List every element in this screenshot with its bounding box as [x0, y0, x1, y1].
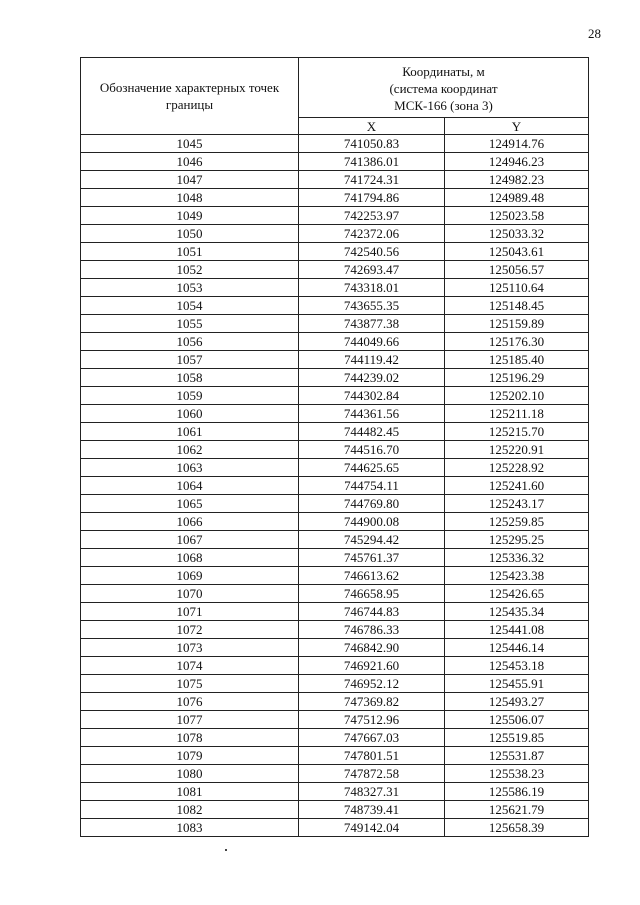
y-coordinate-cell: 125295.25 — [445, 531, 589, 549]
coordinates-header-line1: Координаты, м — [402, 64, 485, 79]
point-id-cell: 1052 — [81, 261, 299, 279]
point-id-cell: 1063 — [81, 459, 299, 477]
x-coordinate-cell: 748739.41 — [299, 801, 445, 819]
x-coordinate-cell: 741794.86 — [299, 189, 445, 207]
x-coordinate-cell: 742693.47 — [299, 261, 445, 279]
point-id-cell: 1080 — [81, 765, 299, 783]
point-id-cell: 1068 — [81, 549, 299, 567]
x-coordinate-cell: 742540.56 — [299, 243, 445, 261]
point-id-cell: 1077 — [81, 711, 299, 729]
y-coordinate-cell: 125043.61 — [445, 243, 589, 261]
y-column-header: Y — [445, 118, 589, 135]
x-coordinate-cell: 744625.65 — [299, 459, 445, 477]
point-id-cell: 1074 — [81, 657, 299, 675]
point-id-cell: 1069 — [81, 567, 299, 585]
x-coordinate-cell: 746658.95 — [299, 585, 445, 603]
x-coordinate-cell: 747801.51 — [299, 747, 445, 765]
y-coordinate-cell: 125176.30 — [445, 333, 589, 351]
table-row — [81, 171, 589, 189]
y-coordinate-cell: 125243.17 — [445, 495, 589, 513]
table-row — [81, 567, 589, 585]
point-id-cell: 1067 — [81, 531, 299, 549]
x-coordinate-cell: 744769.80 — [299, 495, 445, 513]
table-row — [81, 153, 589, 171]
table-row — [81, 423, 589, 441]
x-coordinate-cell: 744049.66 — [299, 333, 445, 351]
x-coordinate-cell: 746613.62 — [299, 567, 445, 585]
table-row — [81, 459, 589, 477]
y-coordinate-cell: 125023.58 — [445, 207, 589, 225]
table-row — [81, 603, 589, 621]
y-coordinate-cell: 125033.32 — [445, 225, 589, 243]
table-row — [81, 405, 589, 423]
point-id-cell: 1046 — [81, 153, 299, 171]
point-id-cell: 1053 — [81, 279, 299, 297]
y-coordinate-cell: 125441.08 — [445, 621, 589, 639]
y-coordinate-cell: 125148.45 — [445, 297, 589, 315]
table-row — [81, 693, 589, 711]
table-row — [81, 747, 589, 765]
table-body — [81, 135, 589, 837]
table-row — [81, 585, 589, 603]
point-id-cell: 1055 — [81, 315, 299, 333]
x-coordinate-cell: 744239.02 — [299, 369, 445, 387]
point-id-cell: 1061 — [81, 423, 299, 441]
y-coordinate-cell: 125538.23 — [445, 765, 589, 783]
table-row — [81, 477, 589, 495]
point-id-cell: 1076 — [81, 693, 299, 711]
point-id-cell: 1056 — [81, 333, 299, 351]
point-id-cell: 1070 — [81, 585, 299, 603]
y-coordinate-cell: 125220.91 — [445, 441, 589, 459]
table-row — [81, 657, 589, 675]
x-coordinate-cell: 741724.31 — [299, 171, 445, 189]
y-coordinate-cell: 124982.23 — [445, 171, 589, 189]
point-id-cell: 1079 — [81, 747, 299, 765]
point-id-cell: 1049 — [81, 207, 299, 225]
stray-mark — [225, 849, 227, 851]
y-coordinate-cell: 125621.79 — [445, 801, 589, 819]
x-coordinate-cell: 741386.01 — [299, 153, 445, 171]
table-row — [81, 351, 589, 369]
x-coordinate-cell: 745761.37 — [299, 549, 445, 567]
point-id-cell: 1082 — [81, 801, 299, 819]
y-coordinate-cell: 124914.76 — [445, 135, 589, 153]
point-id-cell: 1065 — [81, 495, 299, 513]
x-coordinate-cell: 747369.82 — [299, 693, 445, 711]
table-row — [81, 801, 589, 819]
y-coordinate-cell: 125455.91 — [445, 675, 589, 693]
y-coordinate-cell: 124989.48 — [445, 189, 589, 207]
x-coordinate-cell: 746921.60 — [299, 657, 445, 675]
table-row — [81, 135, 589, 153]
x-coordinate-cell: 745294.42 — [299, 531, 445, 549]
point-id-cell: 1071 — [81, 603, 299, 621]
x-coordinate-cell: 746842.90 — [299, 639, 445, 657]
y-coordinate-cell: 125056.57 — [445, 261, 589, 279]
point-id-cell: 1075 — [81, 675, 299, 693]
x-coordinate-cell: 747667.03 — [299, 729, 445, 747]
x-coordinate-cell: 743655.35 — [299, 297, 445, 315]
page-number: 28 — [588, 26, 601, 41]
point-id-cell: 1083 — [81, 819, 299, 837]
y-coordinate-cell: 125259.85 — [445, 513, 589, 531]
table-row — [81, 243, 589, 261]
y-coordinate-cell: 125159.89 — [445, 315, 589, 333]
point-id-cell: 1048 — [81, 189, 299, 207]
x-coordinate-cell: 744516.70 — [299, 441, 445, 459]
x-coordinate-cell: 743877.38 — [299, 315, 445, 333]
table-row — [81, 279, 589, 297]
table-row — [81, 711, 589, 729]
table-row — [81, 819, 589, 837]
point-id-cell: 1059 — [81, 387, 299, 405]
table-row — [81, 225, 589, 243]
table-row — [81, 729, 589, 747]
y-coordinate-cell: 125202.10 — [445, 387, 589, 405]
y-coordinate-cell: 125658.39 — [445, 819, 589, 837]
table-row — [81, 531, 589, 549]
point-id-cell: 1064 — [81, 477, 299, 495]
point-id-cell: 1060 — [81, 405, 299, 423]
y-coordinate-cell: 125586.19 — [445, 783, 589, 801]
table-row — [81, 621, 589, 639]
x-coordinate-cell: 744900.08 — [299, 513, 445, 531]
x-coordinate-cell: 742253.97 — [299, 207, 445, 225]
y-coordinate-cell: 125493.27 — [445, 693, 589, 711]
point-id-cell: 1066 — [81, 513, 299, 531]
point-id-cell: 1062 — [81, 441, 299, 459]
y-coordinate-cell: 125211.18 — [445, 405, 589, 423]
point-id-cell: 1050 — [81, 225, 299, 243]
table-row — [81, 261, 589, 279]
x-coordinate-cell: 741050.83 — [299, 135, 445, 153]
y-coordinate-cell: 125336.32 — [445, 549, 589, 567]
point-id-cell: 1073 — [81, 639, 299, 657]
x-coordinate-cell: 743318.01 — [299, 279, 445, 297]
y-coordinate-cell: 125110.64 — [445, 279, 589, 297]
point-id-cell: 1051 — [81, 243, 299, 261]
point-id-cell: 1047 — [81, 171, 299, 189]
table-row — [81, 297, 589, 315]
point-id-cell: 1081 — [81, 783, 299, 801]
y-coordinate-cell: 125435.34 — [445, 603, 589, 621]
y-coordinate-cell: 125453.18 — [445, 657, 589, 675]
point-id-cell: 1058 — [81, 369, 299, 387]
x-coordinate-cell: 746786.33 — [299, 621, 445, 639]
y-coordinate-cell: 125506.07 — [445, 711, 589, 729]
y-coordinate-cell: 125531.87 — [445, 747, 589, 765]
table-row — [81, 765, 589, 783]
x-coordinate-cell: 744482.45 — [299, 423, 445, 441]
table-row — [81, 333, 589, 351]
table-row — [81, 189, 589, 207]
table-row — [81, 639, 589, 657]
point-designation-header: Обозначение характерных точек границы — [81, 58, 299, 135]
y-coordinate-cell: 125196.29 — [445, 369, 589, 387]
table-row — [81, 549, 589, 567]
y-coordinate-cell: 125519.85 — [445, 729, 589, 747]
y-coordinate-cell: 125215.70 — [445, 423, 589, 441]
y-coordinate-cell: 125241.60 — [445, 477, 589, 495]
point-id-cell: 1078 — [81, 729, 299, 747]
y-coordinate-cell: 124946.23 — [445, 153, 589, 171]
table-row — [81, 513, 589, 531]
table-row — [81, 387, 589, 405]
table-row — [81, 441, 589, 459]
x-coordinate-cell: 749142.04 — [299, 819, 445, 837]
x-coordinate-cell: 746744.83 — [299, 603, 445, 621]
point-id-cell: 1057 — [81, 351, 299, 369]
table-row — [81, 315, 589, 333]
y-coordinate-cell: 125228.92 — [445, 459, 589, 477]
y-coordinate-cell: 125446.14 — [445, 639, 589, 657]
table-row — [81, 675, 589, 693]
coordinates-header-line2: (система координат — [389, 81, 498, 96]
boundary-coordinates-table — [80, 57, 589, 837]
x-coordinate-cell: 744302.84 — [299, 387, 445, 405]
coordinates-header — [299, 58, 589, 118]
table-row — [81, 207, 589, 225]
x-coordinate-cell: 748327.31 — [299, 783, 445, 801]
x-column-header: X — [299, 118, 445, 135]
y-coordinate-cell: 125423.38 — [445, 567, 589, 585]
table-row — [81, 369, 589, 387]
x-coordinate-cell: 747872.58 — [299, 765, 445, 783]
x-coordinate-cell: 746952.12 — [299, 675, 445, 693]
coordinates-header-line3: МСК-166 (зона 3) — [394, 98, 493, 113]
point-id-cell: 1054 — [81, 297, 299, 315]
point-id-cell: 1045 — [81, 135, 299, 153]
y-coordinate-cell: 125426.65 — [445, 585, 589, 603]
table-row — [81, 783, 589, 801]
x-coordinate-cell: 744754.11 — [299, 477, 445, 495]
x-coordinate-cell: 744119.42 — [299, 351, 445, 369]
y-coordinate-cell: 125185.40 — [445, 351, 589, 369]
x-coordinate-cell: 742372.06 — [299, 225, 445, 243]
point-id-cell: 1072 — [81, 621, 299, 639]
x-coordinate-cell: 744361.56 — [299, 405, 445, 423]
table-row — [81, 495, 589, 513]
x-coordinate-cell: 747512.96 — [299, 711, 445, 729]
